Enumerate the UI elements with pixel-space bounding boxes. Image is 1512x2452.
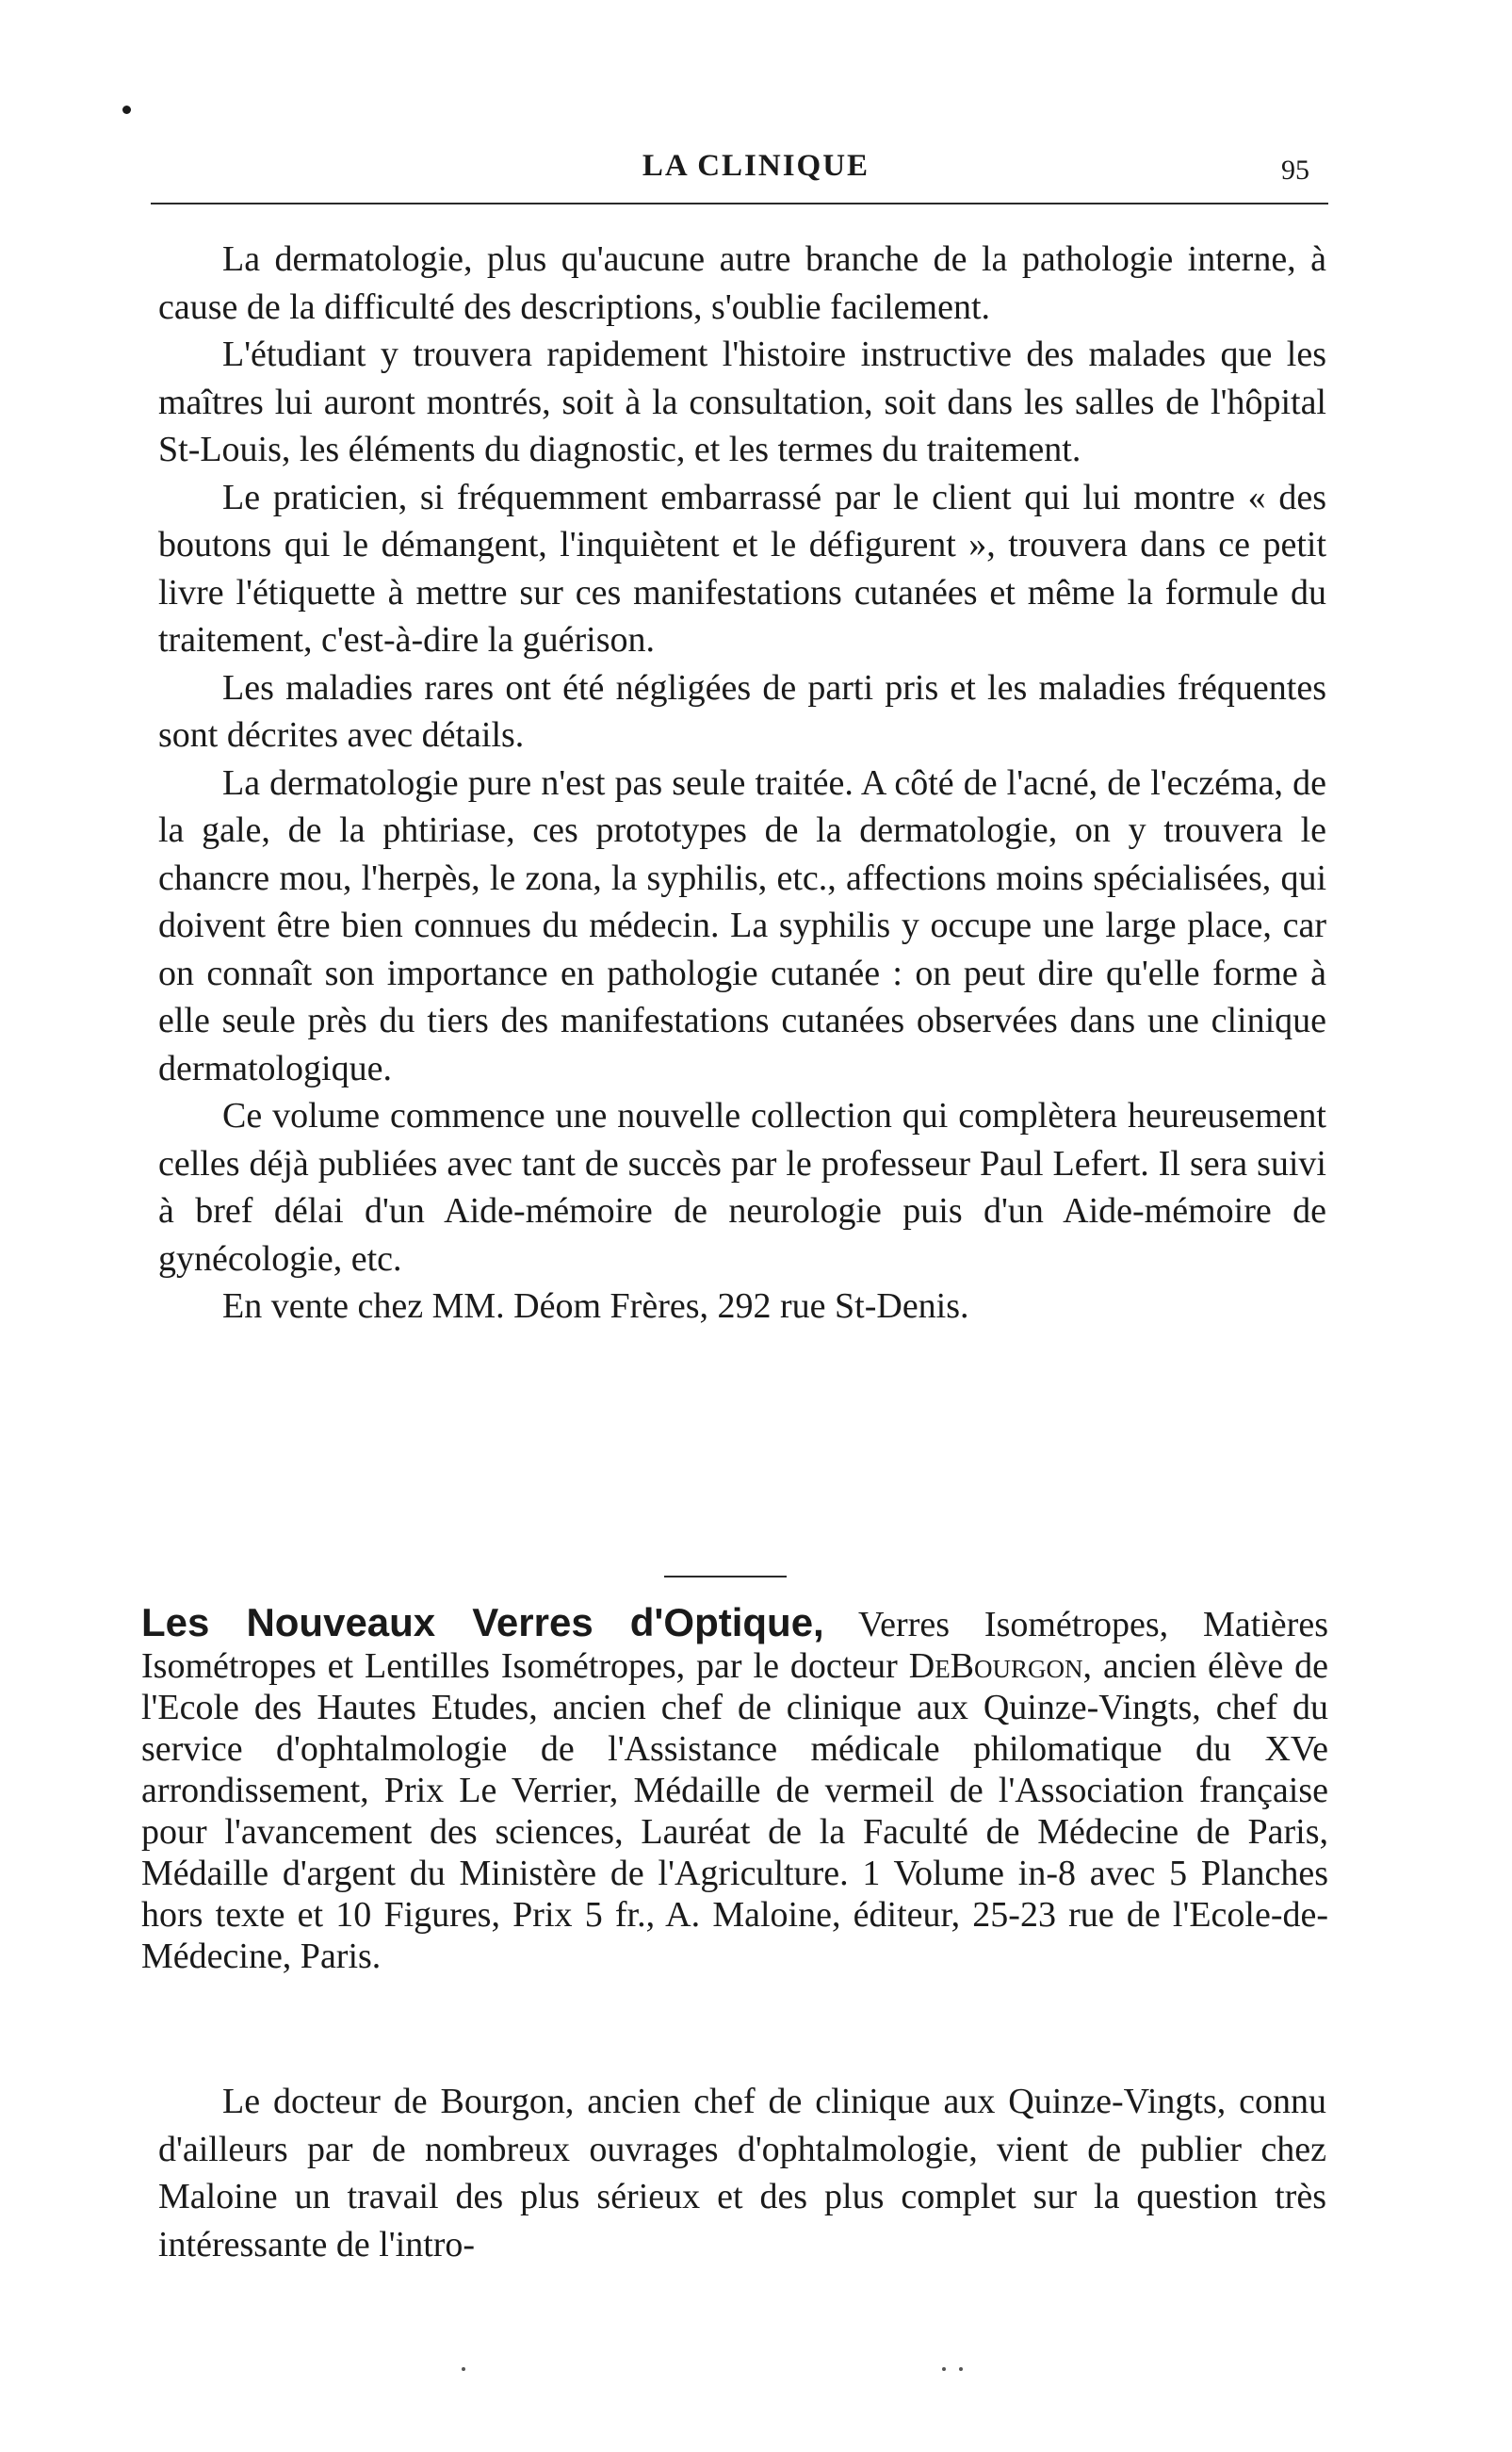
paragraph: Le praticien, si fréquemment embarrassé par le client qui lui montre « des boutons qui le démangent, l'inquiètent et le défigurent », trouvera dans ce petit livre l'étiquette à mettre sur ces manifestations cutanées et même la formule du traitement, c'est-à-dire la guérison. [158, 477, 1326, 660]
print-speck [959, 2367, 963, 2371]
paragraph: En vente chez MM. Déom Frères, 292 rue St-Denis. [222, 1286, 969, 1326]
section-divider [664, 1576, 787, 1577]
paragraph: La dermatologie, plus qu'aucune autre branche de la pathologie interne, à cause de la difficulté des descriptions, s'oublie facilement. [158, 239, 1326, 327]
author-name: DeBourgon [908, 1646, 1083, 1686]
running-title: LA CLINIQUE [642, 149, 870, 183]
header-rule [151, 203, 1328, 204]
book-title: Les Nouveaux Verres d'Optique, [141, 1600, 824, 1644]
paragraph: Ce volume commence une nouvelle collection qui complètera heureusement celles déjà publiées avec tant de succès par le professeur Paul Lefert. Il sera suivi à bref délai d'un Aide-mémoire de neurologie puis d'un Aide-mémoire de gynécologie, etc. [158, 1096, 1326, 1279]
paragraph: Le docteur de Bourgon, ancien chef de clinique aux Quinze-Vingts, connu d'ailleurs par de nombreux ouvrages d'ophtalmologie, vient de publier chez Maloine un travail des plus sérieux et des plus complet sur la question très intéressante de l'intro- [158, 2082, 1326, 2264]
print-speck [942, 2367, 946, 2371]
paragraph: La dermatologie pure n'est pas seule traitée. A côté de l'acné, de l'eczéma, de la gale, de la phtiriase, ces prototypes de la dermatologie, on y trouvera le chancre mou, l'herpès, le zona, la syphilis, etc., affections moins spécialisées, qui doivent être bien connues du médecin. La syphilis y occupe une large place, car on connaît son importance en pathologie cutanée : on peut dire qu'elle forme à elle seule près du tiers des manifestations cutanées observées dans une clinique dermatologique. [158, 762, 1326, 1088]
page-number: 95 [1281, 155, 1309, 186]
review-entry [141, 1602, 1328, 1977]
book-description-rest: , ancien élève de l'Ecole des Hautes Etudes, ancien chef de clinique aux Quinze-Vingts, chef du service d'ophtalmologie de l'Assistance médicale philomatique du XVe arrondissement, Prix Le Verrier, Médaille de vermeil de l'Association française pour l'avancement des sciences, Lauréat de la Faculté de Médecine de Paris, Médaille d'argent du Ministère de l'Agriculture. 1 Volume in-8 avec 5 Planches hors texte et 10 Figures, Prix 5 fr., A. Maloine, éditeur, 25-23 rue de l'Ecole-de-Médecine, Paris. [141, 1646, 1329, 1976]
paragraph: L'étudiant y trouvera rapidement l'histoire instructive des malades que les maîtres lui auront montrés, soit à la consultation, soit dans les salles de l'hôpital St-Louis, les éléments du diagnostic, et les termes du traitement. [158, 335, 1326, 469]
book-announcement [158, 236, 1326, 1331]
review-body [158, 2078, 1326, 2268]
print-speck [462, 2367, 465, 2371]
running-head [0, 149, 1512, 187]
print-speck [122, 106, 131, 114]
book-description-first: Verres Isométropes, Matières Isométropes et Lentilles Isométropes, par le docteur [141, 1605, 1328, 1686]
paragraph: Les maladies rares ont été négligées de parti pris et les maladies fréquentes sont décrites avec détails. [158, 667, 1326, 755]
